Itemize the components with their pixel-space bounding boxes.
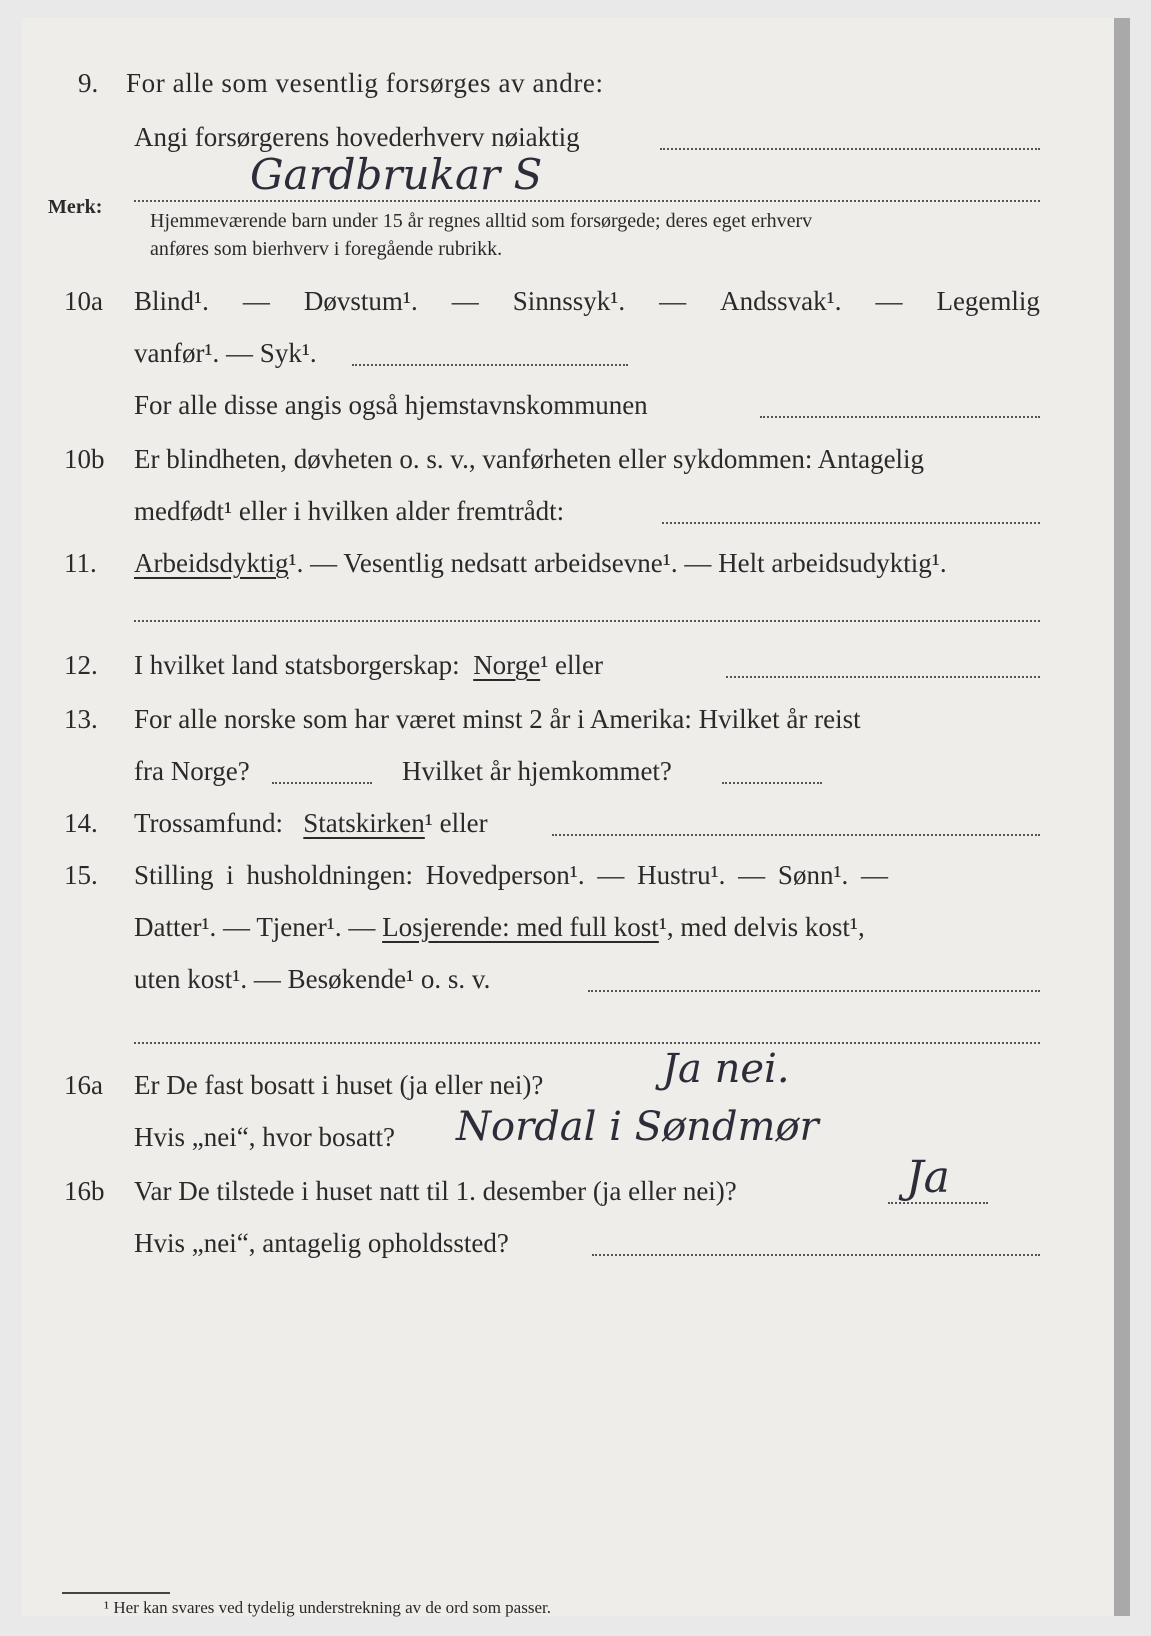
q12-pre: I hvilket land statsborgerskap: <box>134 650 460 680</box>
q10a-word: — <box>659 286 687 316</box>
q9-number: 9. <box>78 68 99 98</box>
merk-line-1: Hjemmeværende barn under 15 år regnes alltid som forsørgede; deres eget erhverv <box>150 210 813 232</box>
q10a-word: Døvstum¹. <box>303 286 418 316</box>
q14-fill-line <box>552 834 1040 836</box>
q9-answer-line <box>134 200 1040 202</box>
q11-fill-line <box>134 620 1040 622</box>
q9-handwritten-answer: Gardbrukar S <box>250 150 543 199</box>
q12-fill-line <box>726 676 1040 678</box>
q10a-number: 10a <box>64 286 103 316</box>
q16a-line-2: Hvis „nei“, hvor bosatt? <box>134 1122 395 1152</box>
q9-fill-line <box>660 148 1040 150</box>
q11-underlined-option: Arbeidsdyktig <box>134 548 289 578</box>
q16b-handwritten-answer: Ja <box>906 1152 950 1203</box>
q13-line-2b: Hvilket år hjemkommet? <box>402 756 672 786</box>
q16b-fill-line-2 <box>592 1254 1040 1256</box>
merk-line-2: anføres som bierhverv i foregående rubrikk. <box>150 238 503 260</box>
q12-number: 12. <box>64 650 98 680</box>
q10b-line-1: Er blindheten, døvheten o. s. v., vanførheten eller sykdommen: Antagelig <box>134 444 925 474</box>
q12-underlined-option: Norge <box>473 650 541 680</box>
q15-line-3: uten kost¹. — Besøkende¹ o. s. v. <box>134 964 491 994</box>
q16a-line-1: Er De fast bosatt i huset (ja eller nei)? <box>134 1070 544 1100</box>
q10a-fill-line-1 <box>352 364 628 366</box>
q10a-word: — <box>451 286 479 316</box>
q13-line-2a: fra Norge? <box>134 756 250 786</box>
q14-underlined-option: Statskirken <box>303 808 425 838</box>
q9-text: For alle som vesentlig forsørges av andre: <box>126 68 604 98</box>
q16b-line-1: Var De tilstede i huset natt til 1. desember (ja eller nei)? <box>134 1176 737 1206</box>
q15-line-2a: Datter¹. — Tjener¹. — <box>134 912 376 942</box>
q15-line-1: Stilling i husholdningen: Hovedperson¹. — Hustru¹. — Sønn¹. — <box>134 860 889 890</box>
q10a-word: — <box>242 286 270 316</box>
q16b-line-2: Hvis „nei“, antagelig opholdssted? <box>134 1228 509 1258</box>
q16b-number: 16b <box>64 1176 105 1206</box>
q16a-handwritten-answer-1: Ja nei. <box>662 1046 790 1092</box>
q14-line <box>134 808 488 838</box>
q10a-word: Andssvak¹. <box>720 286 842 316</box>
q13-number: 13. <box>64 704 98 734</box>
q15-number: 15. <box>64 860 98 890</box>
q13-fill-line-1 <box>272 782 372 784</box>
q10b-number: 10b <box>64 444 105 474</box>
q14-pre: Trossamfund: <box>134 808 284 838</box>
q15-underlined-option: Losjerende: med full kost <box>382 912 659 942</box>
merk-label: Merk: <box>48 196 103 218</box>
q15-line-2b: ¹, med delvis kost¹, <box>658 912 865 942</box>
q16a-handwritten-answer-2: Nordal i Søndmør <box>456 1104 819 1150</box>
q15-line-2 <box>134 912 865 942</box>
q10a-line-3: For alle disse angis også hjemstavnskommunen <box>134 390 648 420</box>
q13-fill-line-2 <box>722 782 822 784</box>
q13-line-1: For alle norske som har været minst 2 år i Amerika: Hvilket år reist <box>134 704 861 734</box>
q11-number: 11. <box>64 548 97 578</box>
footnote-rule <box>62 1592 170 1594</box>
q14-post: ¹ eller <box>424 808 488 838</box>
q11-line <box>134 548 947 578</box>
q10a-fill-line-2 <box>760 416 1040 418</box>
q10a-word: Legemlig <box>936 286 1040 316</box>
q10a-word: — <box>875 286 903 316</box>
q10a-word: Blind¹. <box>134 286 209 316</box>
q15-fill-line-2 <box>134 1042 1040 1044</box>
q15-fill-line-1 <box>588 990 1040 992</box>
q16a-number: 16a <box>64 1070 103 1100</box>
q12-line <box>134 650 603 680</box>
q11-rest: ¹. — Vesentlig nedsatt arbeidsevne¹. — Helt arbeidsudyktig¹. <box>288 548 947 578</box>
q14-number: 14. <box>64 808 98 838</box>
q10b-fill-line <box>662 522 1040 524</box>
q10a-line-1 <box>134 286 1040 316</box>
q10a-word: Sinnssyk¹. <box>512 286 626 316</box>
footnote: ¹ Her kan svares ved tydelig understrekning av de ord som passer. <box>104 1598 551 1617</box>
q10b-line-2: medfødt¹ eller i hvilken alder fremtrådt: <box>134 496 565 526</box>
q12-post: ¹ eller <box>540 650 603 680</box>
q10a-line-2: vanfør¹. — Syk¹. <box>134 338 317 368</box>
q9-sub: Angi forsørgerens hovederhverv nøiaktig <box>134 122 580 152</box>
